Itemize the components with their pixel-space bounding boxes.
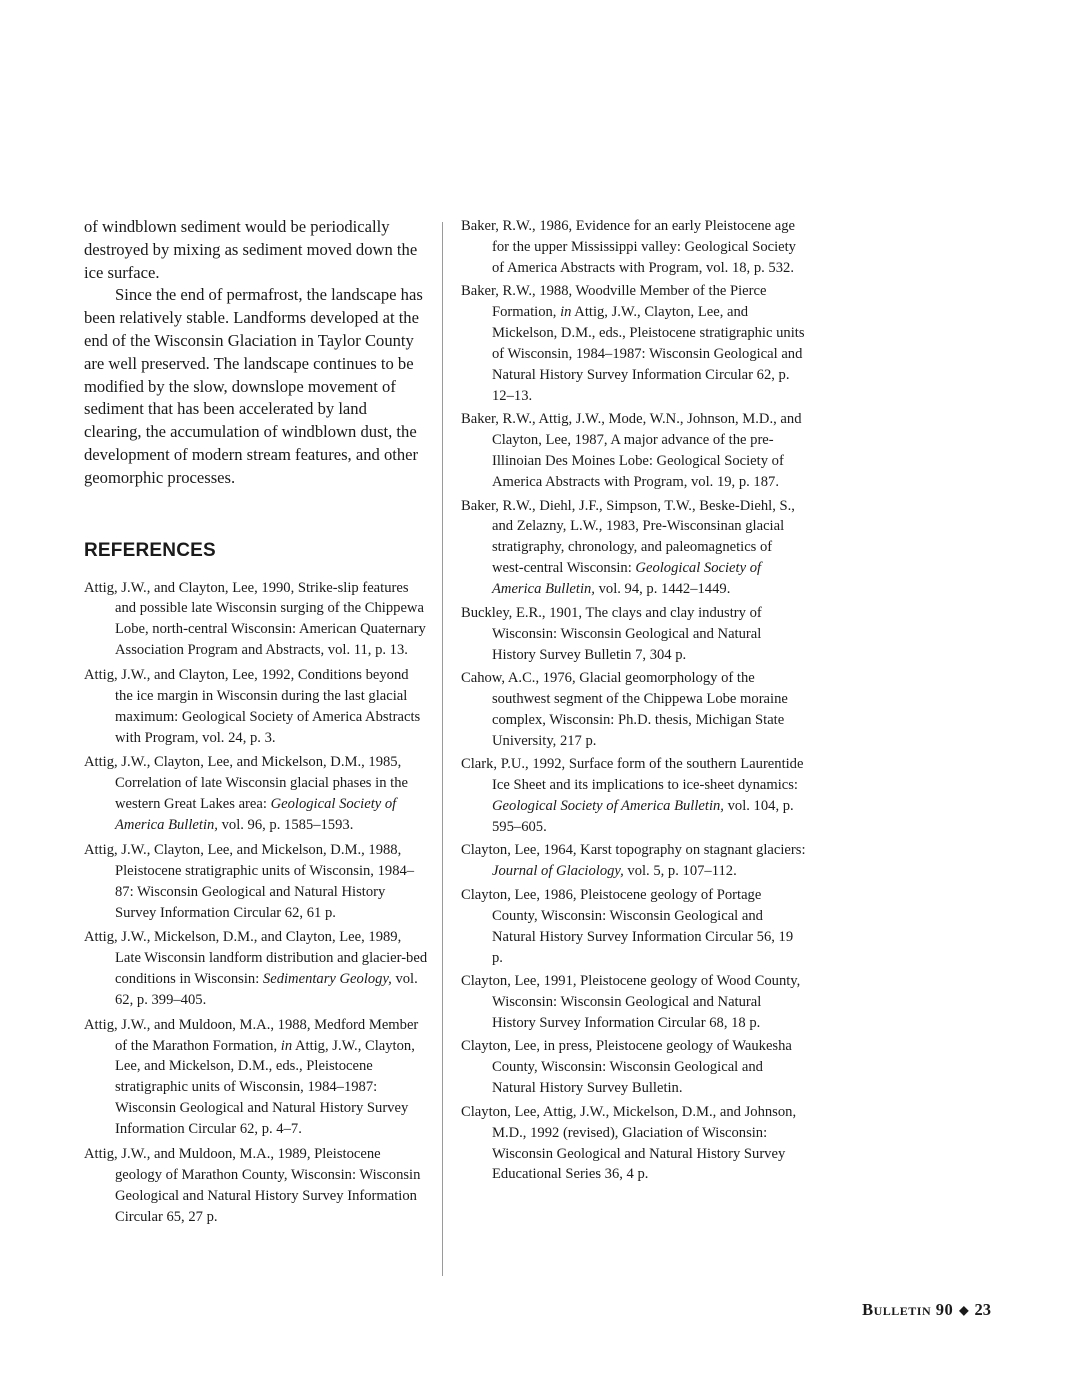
footer-label: Bulletin 90 <box>862 1300 954 1319</box>
reference-text: Clayton, Lee, in press, Pleistocene geology of Waukesha County, Wisconsin: Wisconsin Geological and Natural History Survey Bulletin. <box>461 1038 792 1097</box>
page-number: 23 <box>974 1300 991 1319</box>
reference-text: Baker, R.W., Attig, J.W., Mode, W.N., Johnson, M.D., and Clayton, Lee, 1987, A major advance of the pre-Illinoian Des Moines Lobe: Geological Society of America Abstracts with Program, vol. 19, p. 187. <box>461 411 802 491</box>
left-column <box>84 216 428 1231</box>
reference-entry <box>461 754 806 838</box>
reference-text: vol. 5, p. 107–112. <box>623 863 737 880</box>
reference-italic-title: Geological Society of America Bulletin, <box>115 796 397 834</box>
reference-italic-title: Geological Society of America Bulletin, <box>492 560 762 598</box>
reference-italic-title: Geological Society of America Bulletin, <box>492 798 724 815</box>
reference-entry <box>461 840 806 882</box>
reference-italic-title: Journal of Glaciology, <box>492 863 624 880</box>
reference-text: Baker, R.W., 1986, Evidence for an early Pleistocene age for the upper Mississippi valley: Geological Society of America Abstracts with Program, vol. 18, p. 532. <box>461 218 796 276</box>
reference-entry <box>461 1036 806 1099</box>
reference-text: Clayton, Lee, Attig, J.W., Mickelson, D.M., and Johnson, M.D., 1992 (revised), Glaciation of Wisconsin: Wisconsin Geological and Natural History Survey Educational Series 36, 4 p. <box>461 1103 797 1183</box>
diamond-separator-icon: ◆ <box>959 1303 969 1317</box>
reference-list-right <box>461 216 806 1185</box>
reference-entry <box>84 665 428 749</box>
reference-entry <box>84 1015 428 1140</box>
reference-italic-title: in <box>560 304 572 321</box>
reference-entry <box>84 927 428 1011</box>
reference-entry <box>84 840 428 924</box>
reference-text: Attig, J.W., Clayton, Lee, and Mickelson, D.M., 1988, Pleistocene stratigraphic units of Wisconsin, 1984–87: Wisconsin Geological and Natural History Survey Information Circular 62, 61 p. <box>84 841 415 921</box>
reference-text: Attig, J.W., and Clayton, Lee, 1990, Strike-slip features and possible late Wisconsin surging of the Chippewa Lobe, north-central Wisconsin: American Quaternary Association Program and Abstracts, vol. 11, p. 13. <box>84 579 426 659</box>
reference-entry <box>461 971 806 1034</box>
reference-text: Baker, R.W., 1988, Woodville Member of the Pierce Formation, <box>461 283 767 321</box>
reference-entry <box>461 885 806 969</box>
reference-text: vol. 94, p. 1442–1449. <box>594 581 731 598</box>
reference-text: vol. 104, p. 595–605. <box>492 798 794 835</box>
reference-text: Cahow, A.C., 1976, Glacial geomorphology of the southwest segment of the Chippewa Lobe moraine complex, Wisconsin: Ph.D. thesis, Michigan State University, 217 p. <box>461 670 788 749</box>
reference-text: Attig, J.W., Clayton, Lee, and Mickelson, D.M., eds., Pleistocene stratigraphic units of Wisconsin, 1984–1987: Wisconsin Geological and Natural History Survey Information Circular 62, p. 12–13. <box>492 304 805 404</box>
references-heading: REFERENCES <box>84 539 216 561</box>
reference-text: Clayton, Lee, 1991, Pleistocene geology of Wood County, Wisconsin: Wisconsin Geological and Natural History Survey Information Circular 68, 18 p. <box>461 973 801 1031</box>
reference-list-left <box>84 578 428 1228</box>
reference-text: Attig, J.W., and Clayton, Lee, 1992, Conditions beyond the ice margin in Wisconsin during the last glacial maximum: Geological Society of America Abstracts with Program, vol. 24, p. 3. <box>84 666 421 746</box>
reference-entry <box>461 668 806 752</box>
column-divider <box>442 222 443 1276</box>
reference-text: Attig, J.W., Clayton, Lee, and Mickelson, D.M., eds., Pleistocene stratigraphic units of Wisconsin, 1984–1987: Wisconsin Geological and Natural History Survey Information Circular 62, p. 4–7. <box>115 1037 415 1138</box>
reference-text: Attig, J.W., and Muldoon, M.A., 1989, Pleistocene geology of Marathon County, Wisconsin: Wisconsin Geological and Natural History Survey Information Circular 65, 27 p. <box>84 1145 421 1225</box>
reference-entry <box>461 281 806 406</box>
page-footer <box>862 1300 991 1320</box>
reference-entry <box>461 603 806 666</box>
reference-text: Clayton, Lee, 1986, Pleistocene geology of Portage County, Wisconsin: Wisconsin Geological and Natural History Survey Information Circular 56, 19 p. <box>461 886 794 966</box>
reference-entry <box>84 1144 428 1228</box>
reference-text: vol. 96, p. 1585–1593. <box>217 817 354 834</box>
reference-text: Clayton, Lee, 1964, Karst topography on stagnant glaciers: <box>461 842 806 859</box>
body-paragraph: Since the end of permafrost, the landscape has been relatively stable. Landforms developed at the end of the Wisconsin Glaciation in Taylor County are well preserved. The landscape continues to be modified by the slow, downslope movement of sediment that has been accelerated by land clearing, the accumulation of windblown dust, the development of modern stream features, and other geomorphic processes. <box>84 285 423 487</box>
reference-entry <box>461 496 806 601</box>
reference-entry <box>461 216 806 279</box>
body-paragraph: of windblown sediment would be periodically destroyed by mixing as sediment moved down the ice surface. <box>84 217 418 282</box>
reference-italic-title: Sedimentary Geology, <box>262 971 392 988</box>
reference-text: Attig, J.W., Mickelson, D.M., and Clayton, Lee, 1989, Late Wisconsin landform distribution and glacier-bed conditions in Wisconsin: <box>84 929 428 988</box>
reference-text: Attig, J.W., Clayton, Lee, and Mickelson, D.M., 1985, Correlation of late Wisconsin glacial phases in the western Great Lakes area: <box>84 754 408 813</box>
reference-text: Buckley, E.R., 1901, The clays and clay industry of Wisconsin: Wisconsin Geological and Natural History Survey Bulletin 7, 304 p. <box>461 604 762 663</box>
reference-entry <box>84 752 428 836</box>
reference-text: Clark, P.U., 1992, Surface form of the southern Laurentide Ice Sheet and its implications to ice-sheet dynamics: <box>461 756 804 794</box>
right-column <box>461 216 806 1188</box>
reference-text: Baker, R.W., Diehl, J.F., Simpson, T.W., Beske-Diehl, S., and Zelazny, L.W., 1983, Pre-Wisconsinan glacial stratigraphy, chronology, and paleomagnetics of west-central Wisconsin: <box>461 497 795 577</box>
reference-entry <box>84 578 428 662</box>
reference-text: vol. 62, p. 399–405. <box>115 971 418 1008</box>
reference-entry <box>461 409 806 493</box>
reference-entry <box>461 1102 806 1186</box>
reference-italic-title: in <box>280 1037 293 1054</box>
reference-text: Attig, J.W., and Muldoon, M.A., 1988, Medford Member of the Marathon Formation, <box>84 1016 419 1054</box>
